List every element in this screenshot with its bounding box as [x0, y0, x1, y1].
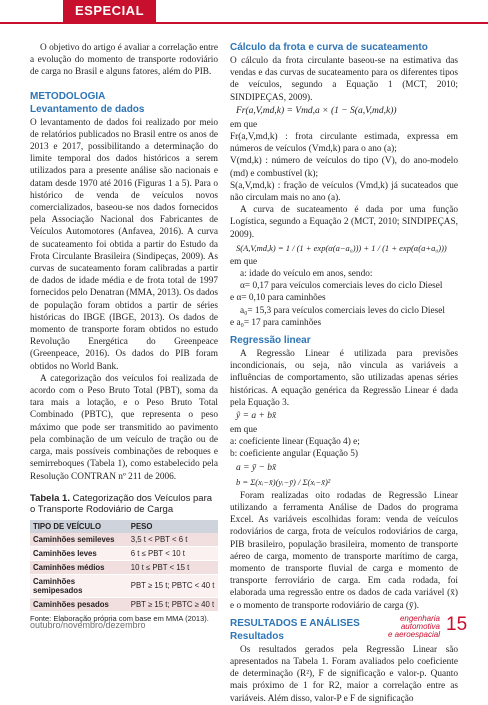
intro-paragraph: O objetivo do artigo é avaliar a correlação entre a evolução do momento de transporte rodoviário de carga no Brasil e alguns fatores, além do PIB.: [30, 43, 218, 78]
brand-line-2: automotiva: [400, 622, 440, 631]
regressao-paragraph: A Regressão Linear é utilizada para previsões incondicionais, ou seja, não vincula as variáveis a influências de comportamento, são utilizadas apenas séries históricas. A equação genérica da Regressão Linear é dada pela Equação 3.: [230, 349, 458, 408]
equation-3: ŷ = a + bx̄: [236, 411, 277, 422]
table-cell-peso: PBT ≥ 15 t; PBTC < 40 t: [128, 574, 218, 597]
table-cell-peso: 3,5 t < PBT < 6 t: [128, 533, 218, 547]
equation-1: Fr(a,V,md,k) = Vmd,a × (1 − S(a,V,md,k)): [236, 105, 397, 116]
em-que-label-3: em que: [230, 425, 258, 436]
table-row: [30, 574, 218, 597]
table-source: Fonte: Elaboração própria com base em MMA (2013).: [30, 613, 209, 623]
section-tag: ESPECIAL: [63, 0, 156, 22]
table-header-peso: PESO: [128, 520, 218, 533]
brand-line-3: e aeroespacial: [387, 630, 440, 639]
vehicle-category-table: [30, 520, 218, 612]
em-que-label: em que: [230, 119, 258, 130]
table-cell-tipo: Caminhões semileves: [30, 533, 128, 547]
heading-levantamento: Levantamento de dados: [30, 103, 145, 115]
table-row: [30, 546, 218, 560]
equation-5: b = Σ(xᵢ−x̄)(yᵢ−ȳ) / Σ(xᵢ−x̄)²: [236, 476, 331, 487]
page-footer: [0, 612, 488, 640]
magazine-brand: [386, 615, 440, 639]
heading-regressao: Regressão linear: [230, 335, 311, 347]
table-header-row: [30, 520, 218, 533]
curva-paragraph: A curva de sucateamento é dada por uma função Logística, segundo a Equação 2 (MCT, 2010; SINDIPEÇAS, 2009).: [230, 205, 458, 240]
param-a0-caminhoes: e a₀= 17 para caminhões: [230, 317, 322, 328]
top-bar: [0, 0, 488, 22]
em-que-label-2: em que: [230, 256, 258, 267]
left-column: [30, 42, 218, 623]
calculo-paragraph: O cálculo da frota circulante baseou-se na estimativa das vendas e das curvas de sucateamento para os diferentes tipos de veículos, segundo a Equação 1 (MCT, 2010; SINDIPEÇAS, 2009).: [230, 56, 458, 103]
right-column: [230, 42, 458, 705]
heading-calculo-frota: Cálculo da frota e curva de sucateamento: [230, 42, 428, 53]
resultados-paragraph: Os resultados gerados pela Regressão Linear são apresentados na Tabela 1. Foram avaliados pelo coeficiente de determinação (R²), F de significação e valor-p. Quanto mais próximo de 1 for R2, maior a correlação entre as variáveis. Além disso, valor-P e F de significação: [230, 644, 458, 704]
definition-veiculos: V(md,k) : número de veículos do tipo (V), do ano-modelo (md) e combustível (k);: [230, 156, 458, 179]
equation-4: a = ȳ − bx̄: [236, 462, 277, 473]
heading-metodologia: METODOLOGIA: [30, 90, 106, 102]
table-caption-number: Tabela 1.: [30, 492, 70, 504]
table-row: [30, 560, 218, 574]
coef-angular: b: coeficiente angular (Equação 5): [230, 449, 359, 460]
categorizacao-paragraph: A categorização dos veículos foi realizada de acordo com o Peso Bruto Total (PBT), soma da tara mais a lotação, e o Peso Bruto Total Combinado (PBTC), que representa o peso máximo que pode ser transmitido ao pavimento pela combinação de um veículo de tração ou de carga, mais possíveis combinações de reboques e semirreboques (Tabela 1), como estabelecido pela Resolução CONTRAN nº 211 de 2006.: [30, 373, 218, 482]
levantamento-paragraph: O levantamento de dados foi realizado por meio de relatórios publicados no Brasil entre os anos de 2013 e 2017, possibilitando a determinação do limite temporal dos dados históricos a serem utilizados para a presente análise são nacionais e datam desde 1970 até 2016 (Figuras 1 a 5). Para o histórico de venda de veículos novos comercializados, baseou-se nos dados fornecidos pela Associação Nacional dos Fabricantes de Veículos Automotores (Anfavea, 2016). A curva de sucateamento foi obtida a partir do Estudo da Frota Circulante Brasileira (Sindipeças, 2009). As curvas de sucateamento foram calibradas a partir de dados de idade média e de frota total de 1997 fornecidos pelo Denatran (MMA, 2013). Os dados de população foram obtidos a partir de séries históricas do IBGE (IBGE, 2013). Os dados de momento de transporte foram obtidos no estudo Revolução Energética do Greenpeace (Greenpeace, 2016). Os dados do PIB foram obtidos no World Bank.: [30, 117, 218, 372]
table-cell-peso: 6 t ≤ PBT < 10 t: [128, 546, 218, 560]
definition-sucateados: S(a,V,md,k) : fração de veículos (Vmd,k) já sucateados que não circulam mais no ano (a).: [230, 180, 458, 204]
param-alpha-leves: α= 0,17 para veículos comerciais leves do ciclo Diesel: [240, 281, 443, 292]
table-cell-peso: 10 t ≤ PBT < 15 t: [128, 560, 218, 574]
param-alpha-caminhoes: e α= 0,10 para caminhões: [230, 293, 326, 304]
table-cell-tipo: Caminhões leves: [30, 546, 128, 560]
equation-2: S(A,V,md,k) = 1 / (1 + exp(α(a−a₀))) + 1 / (1 + exp(α(a+a₀))): [236, 242, 447, 253]
table-cell-tipo: Caminhões semipesados: [30, 574, 128, 597]
table-header-tipo: TIPO DE VEÍCULO: [30, 520, 128, 533]
table-row: [30, 533, 218, 547]
param-a0-leves: a₀= 15,3 para veículos comerciais leves do ciclo Diesel: [240, 305, 445, 316]
definition-frota: Fr(a,V,md,k) : frota circulante estimada, expressa em números de veículos (Vmd,k) para o ano (a);: [230, 132, 458, 155]
rodadas-paragraph: Foram realizadas oito rodadas de Regressão Linear utilizando a ferramenta Análise de Dados do programa Excel. As variáveis escolhidas foram: venda de veículos rodoviários de carga, frota de veículos rodoviários de carga, PIB brasileiro, população brasileira, momento de transporte aéreo de carga, momento de transporte marítimo de carga, momento de transporte fluvial de carga e momento de transporte ferroviário de carga. Em cada rodada, foi elaborada uma regressão entre os dados de cada variável (x̄) e o momento de transporte rodoviário de carga (ȳ).: [230, 490, 458, 611]
table-row: [30, 597, 218, 611]
heading-resultados-analises: RESULTADOS E ANÁLISES: [230, 617, 360, 629]
header-rule: [0, 22, 488, 24]
coef-linear: a: coeficiente linear (Equação 4) e;: [230, 437, 360, 448]
table-cell-peso: PBT ≥ 15 t; PBTC ≥ 40 t: [128, 597, 218, 611]
table-caption-text: Categorização dos Veículos para o Transporte Rodoviário de Carga: [30, 492, 213, 516]
table-cell-tipo: Caminhões médios: [30, 560, 128, 574]
brand-line-1: engenharia: [399, 614, 440, 623]
table-caption: [30, 493, 218, 516]
issue-date: outubro/novembro/dezembro: [30, 620, 146, 630]
table-cell-tipo: Caminhões pesados: [30, 597, 128, 611]
heading-resultados: Resultados: [230, 630, 284, 642]
page-number: 15: [446, 614, 468, 635]
param-idade: a: idade do veículo em anos, sendo:: [240, 269, 373, 280]
